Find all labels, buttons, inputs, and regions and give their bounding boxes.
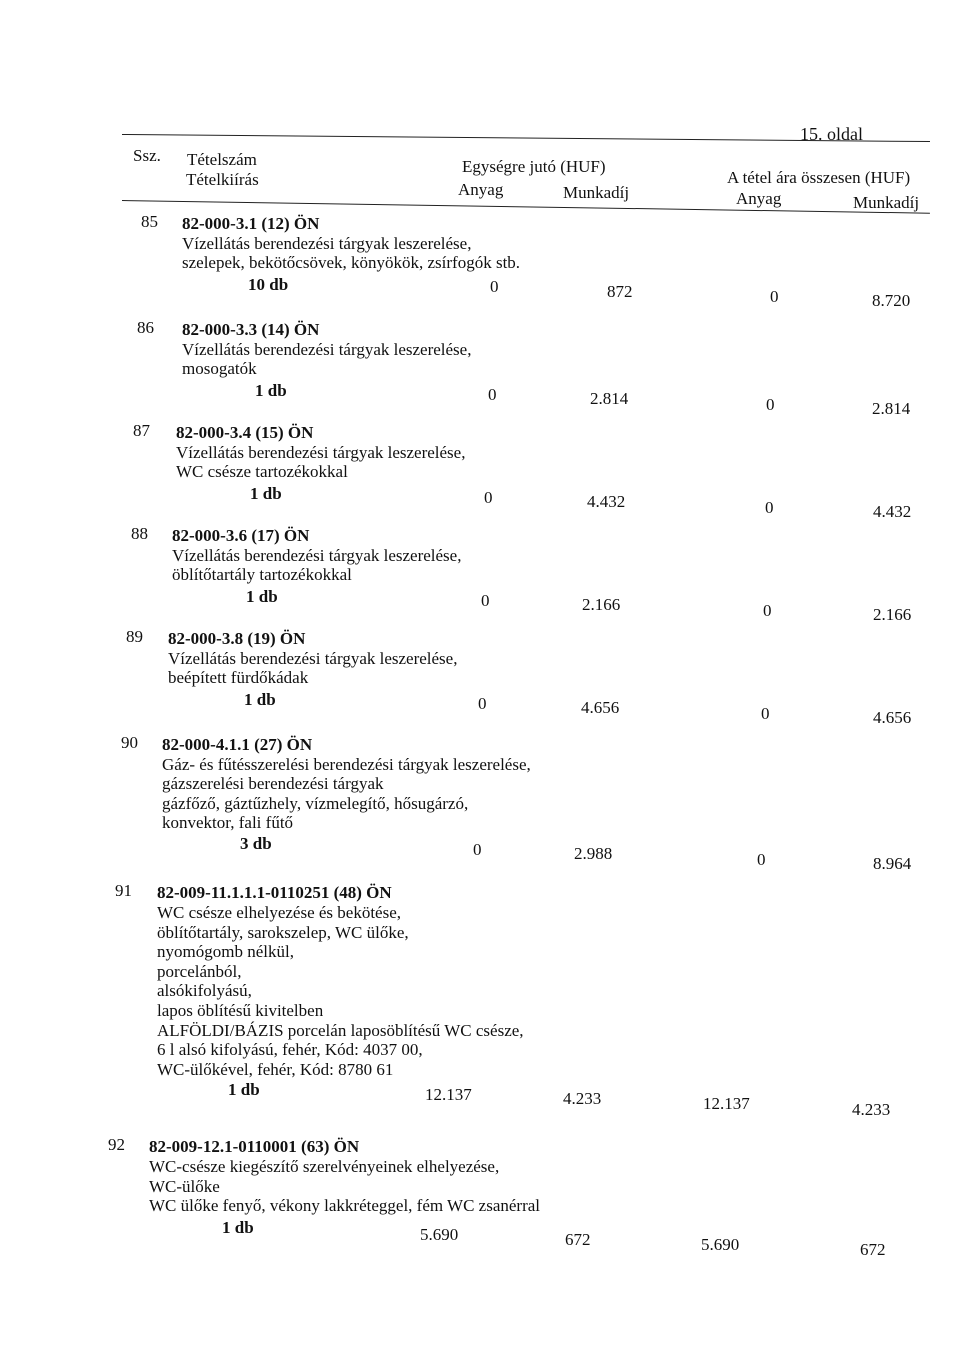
item-ssz: 87 [133,421,150,440]
item-total-anyag: 0 [763,601,772,621]
item-total-anyag: 0 [765,498,774,518]
item-total-munkadij: 2.814 [872,398,911,418]
item-code: 82-009-11.1.1.1-0110251 (48) ÖN [157,883,392,902]
item-code: 82-000-3.1 (12) ÖN [182,214,320,233]
header-total-munkadij: Munkadíj [853,193,920,212]
item-quantity: 1 db [228,1079,260,1099]
item-total-munkadij: 4.656 [873,708,912,727]
item-description-line: alsókifolyású, [157,981,252,1001]
header-tetelszam: Tételszám [187,150,257,169]
item-description-line: öblítőtartály, sarokszelep, WC ülőke, [157,922,409,942]
item-unit-munkadij: 4.656 [581,697,620,717]
item-description-line: 6 l alsó kifolyású, fehér, Kód: 4037 00, [157,1040,423,1060]
item-total-munkadij: 8.720 [872,290,911,310]
item-unit-anyag: 5.690 [420,1224,459,1244]
item-description-line: Vízellátás berendezési tárgyak leszerelése, [168,649,458,668]
item-description-line: WC-csésze kiegészítő szerelvényeinek elhelyezése, [149,1157,500,1176]
item-unit-anyag: 0 [490,277,499,297]
item-total-munkadij: 2.166 [873,604,912,624]
item-total-anyag: 0 [770,287,779,307]
item-unit-munkadij: 2.166 [582,594,621,614]
item-description-line: lapos öblítésű kivitelben [157,1001,324,1020]
item-quantity: 1 db [250,484,282,503]
item-total-munkadij: 4.233 [852,1099,891,1119]
item-ssz: 91 [115,881,132,900]
item-ssz: 89 [126,627,143,646]
item-description-line: Gáz- és fűtésszerelési berendezési tárgyak leszerelése, [162,755,531,774]
item-code: 82-009-12.1-0110001 (63) ÖN [149,1137,360,1156]
item-unit-anyag: 0 [473,840,482,860]
item-description-line: WC ülőke fenyő, vékony lakkréteggel, fém WC zsanérral [149,1196,541,1216]
item-description-line: WC csésze elhelyezése és bekötése, [157,903,402,922]
item-description-line: porcelánból, [157,961,242,981]
item-ssz: 86 [137,318,154,337]
item-total-anyag: 5.690 [701,1234,740,1254]
item-description-line: WC csésze tartozékokkal [176,462,348,482]
item-description-line: WC-ülőke [149,1176,220,1196]
header-bottom-rule [122,200,930,214]
item-description-line: konvektor, fali fűtő [162,812,294,832]
item-description-line: gázszerelési berendezési tárgyak [162,774,384,794]
header-total-anyag: Anyag [736,189,782,208]
item-unit-munkadij: 4.432 [587,491,626,511]
item-description-line: mosogatók [182,359,257,379]
item-code: 82-000-3.6 (17) ÖN [172,526,310,545]
item-unit-anyag: 0 [478,694,487,714]
item-ssz: 90 [121,733,138,752]
item-description-line: WC-ülőkével, fehér, Kód: 8780 61 [157,1059,394,1079]
item-quantity: 1 db [255,381,287,400]
item-description-line: Vízellátás berendezési tárgyak leszerelése, [182,340,472,359]
item-description-line: beépített fürdőkádak [168,668,309,688]
item-total-anyag: 12.137 [703,1094,750,1114]
item-total-anyag: 0 [766,394,775,414]
item-unit-munkadij: 2.988 [574,843,613,863]
item-description-line: Vízellátás berendezési tárgyak leszerelése, [182,234,472,253]
item-unit-anyag: 0 [488,385,497,405]
item-unit-anyag: 0 [481,591,490,611]
item-unit-munkadij: 4.233 [563,1089,602,1109]
item-unit-anyag: 0 [484,488,493,508]
header-unit-price: Egységre jutó (HUF) [462,157,606,176]
item-description-line: Vízellátás berendezési tárgyak leszerelése, [176,443,466,462]
item-description-line: nyomógomb nélkül, [157,942,294,962]
item-code: 82-000-3.8 (19) ÖN [168,629,306,648]
item-ssz: 92 [108,1135,125,1154]
header-ssz: Ssz. [133,146,161,165]
item-quantity: 1 db [246,587,278,606]
item-quantity: 10 db [248,275,289,294]
item-description-line: gázfőző, gáztűzhely, vízmelegítő, hősugárzó, [162,793,469,813]
item-description-line: Vízellátás berendezési tárgyak leszerelése, [172,546,462,565]
item-unit-munkadij: 672 [565,1229,591,1249]
item-total-anyag: 0 [761,704,770,724]
item-code: 82-000-3.4 (15) ÖN [176,423,314,442]
item-description-line: öblítőtartály tartozékokkal [172,565,352,585]
item-quantity: 3 db [240,834,272,853]
header-unit-anyag: Anyag [458,180,504,199]
item-total-munkadij: 4.432 [873,501,912,521]
item-ssz: 85 [141,212,158,231]
header-unit-munkadij: Munkadíj [563,183,630,202]
item-quantity: 1 db [222,1217,254,1237]
item-code: 82-000-3.3 (14) ÖN [182,320,320,339]
item-unit-anyag: 12.137 [425,1084,472,1104]
page-number: 15. oldal [800,124,863,144]
item-description-line: szelepek, bekötőcsövek, könyökök, zsírfogók stb. [182,253,521,273]
item-total-munkadij: 672 [860,1240,886,1260]
item-unit-munkadij: 2.814 [590,388,629,408]
item-description-line: ALFÖLDI/BÁZIS porcelán laposöblítésű WC csésze, [157,1020,524,1040]
item-unit-munkadij: 872 [607,281,633,301]
item-ssz: 88 [131,524,148,543]
item-total-anyag: 0 [757,850,766,870]
item-code: 82-000-4.1.1 (27) ÖN [162,735,313,754]
header-total: A tétel ára összesen (HUF) [727,168,911,187]
item-total-munkadij: 8.964 [873,854,912,874]
header-tetelkiiras: Tételkiírás [186,170,259,189]
item-quantity: 1 db [244,690,276,709]
